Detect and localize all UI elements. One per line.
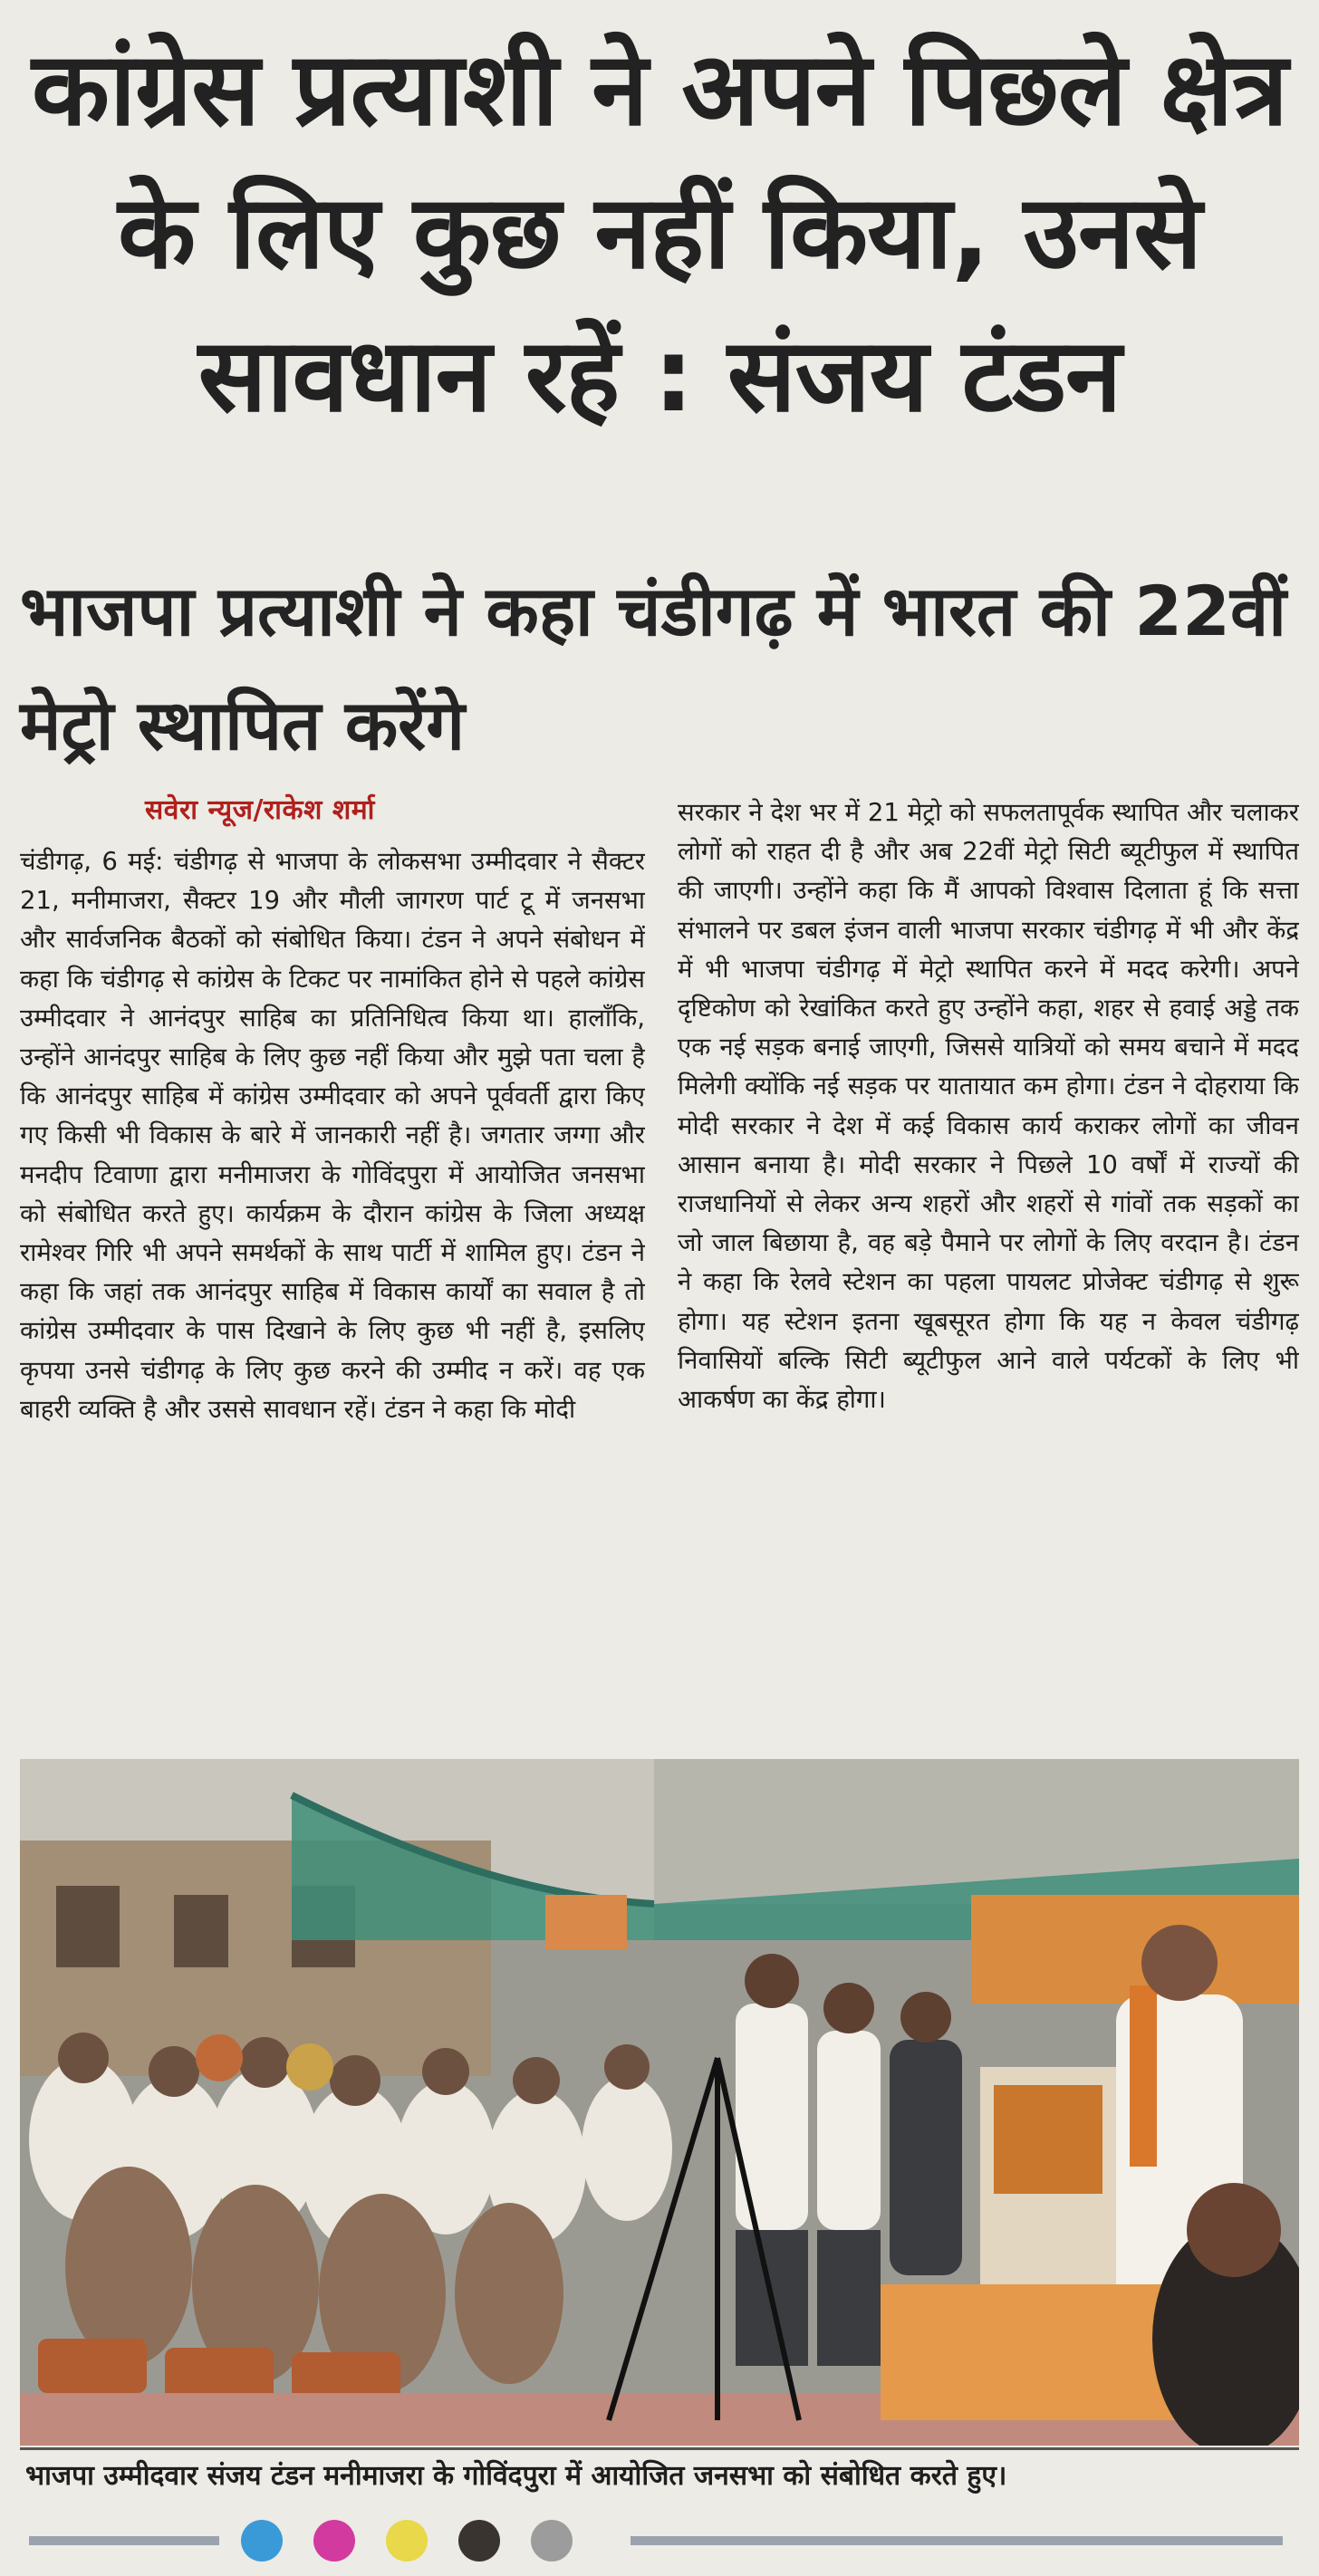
article-column-left (20, 842, 645, 1793)
registration-dot-cyan (241, 2520, 283, 2562)
caption-rule (20, 2447, 1299, 2450)
subheadline: भाजपा प्रत्याशी ने कहा चंडीगढ़ में भारत की 22वीं मेट्रो स्थापित करेंगे (20, 571, 1286, 765)
headline: कांग्रेस प्रत्याशी ने अपने पिछले क्षेत्र के लिए कुछ नहीं किया, उनसे सावधान रहें : संजय टंडन (32, 31, 1287, 435)
photo-caption: भाजपा उम्मीदवार संजय टंडन मनीमाजरा के गोविंदपुरा में आयोजित जनसभा को संबोधित करते हुए। (25, 2460, 1007, 2492)
byline: सवेरा न्यूज/राकेश शर्मा (145, 794, 375, 826)
rally-photo (20, 1759, 1299, 2446)
print-registration-marks (0, 2509, 1319, 2576)
article-text-left: चंडीगढ़, 6 मई: चंडीगढ़ से भाजपा के लोकसभा उम्मीदवार ने सैक्टर 21, मनीमाजरा, सैक्टर 19 और मौली जागरण पार्ट टू में जनसभा और सार्वजनिक बैठकों को संबोधित किया। टंडन ने अपने संबोधन में कहा कि चंडीगढ़ से कांग्रेस के टिकट पर नामांकित होने से पहले कांग्रेस उम्मीदवार ने आनंदपुर साहिब का प्रतिनिधित्व किया था। हालाँकि, उन्होंने आनंदपुर साहिब के लिए कुछ नहीं किया और मुझे पता चला है कि आनंदपुर साहिब में कांग्रेस उम्मीदवार को अपने पूर्ववर्ती द्वारा किए गए किसी भी विकास के बारे में जानकारी नहीं है। जगतार जग्गा और मनदीप टिवाणा द्वारा मनीमाजरा के गोविंदपुरा में आयोजित जनसभा को संबोधित करते हुए। कार्यक्रम के दौरान कांग्रेस के जिला अध्यक्ष रामेश्वर गिरि भी अपने समर्थकों के साथ पार्टी में शामिल हुए। टंडन ने कहा कि जहां तक आनंदपुर साहिब में विकास कार्यों का सवाल है तो कांग्रेस उम्मीदवार के पास दिखाने के लिए कुछ भी नहीं है, इसलिए कृपया उनसे चंडीगढ़ के लिए कुछ करने की उम्मीद न करें। वह एक बाहरी व्यक्ति है और उससे सावधान रहें। टंडन ने कहा कि मोदी (20, 847, 645, 1424)
registration-dot-black (458, 2520, 500, 2562)
registration-dot-yellow (386, 2520, 428, 2562)
registration-bar-left (29, 2536, 219, 2545)
registration-dot-magenta (313, 2520, 355, 2562)
rally-photo-illustration (20, 1759, 1299, 2446)
article-text-right: सरकार ने देश भर में 21 मेट्रो को सफलतापूर्वक स्थापित और चलाकर लोगों को राहत दी है और अब 22वीं मेट्रो सिटी ब्यूटीफुल में स्थापित की जाएगी। उन्होंने कहा कि मैं आपको विश्वास दिलाता हूं कि सत्ता संभालने पर डबल इंजन वाली भाजपा सरकार चंडीगढ़ में भी और केंद्र में भी भाजपा चंडीगढ़ में मेट्रो स्थापित करने में मदद करेगी। अपने दृष्टिकोण को रेखांकित करते हुए उन्होंने कहा, शहर से हवाई अड्डे तक एक नई सड़क बनाई जाएगी, जिससे यात्रियों को समय बचाने में मदद मिलेगी क्योंकि नई सड़क पर यातायात कम होगा। टंडन ने दोहराया कि मोदी सरकार ने देश में कई विकास कार्य कराकर लोगों का जीवन आसान बनाया है। मोदी सरकार ने पिछले 10 वर्षों में राज्यों की राजधानियों से लेकर अन्य शहरों और शहरों से गांवों तक सड़कों का जो जाल बिछाया है, वह बड़े पैमाने पर लोगों के लिए वरदान है। टंडन ने कहा कि रेलवे स्टेशन का पहला पायलट प्रोजेक्ट चंडीगढ़ से शुरू होगा। यह स्टेशन इतना खूबसूरत होगा कि यह न केवल चंडीगढ़ निवासियों बल्कि सिटी ब्यूटीफुल आने वाले पर्यटकों के लिए भी आकर्षण का केंद्र होगा। (678, 798, 1299, 1415)
registration-dot-grey (531, 2520, 573, 2562)
registration-bar-right (631, 2536, 1283, 2545)
article-column-right (678, 793, 1299, 1745)
